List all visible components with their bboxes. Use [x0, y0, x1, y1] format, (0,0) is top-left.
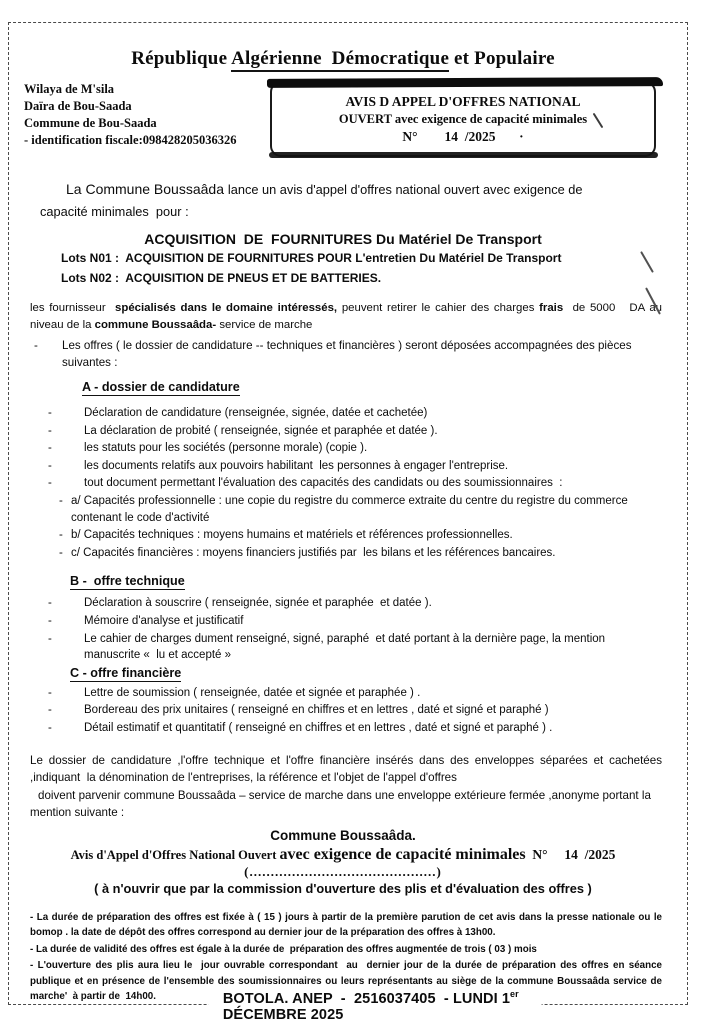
retrait-part-bold: commune Boussaâda- [94, 319, 217, 331]
list-item [45, 613, 662, 630]
footer-ordinal-sup: er [510, 989, 519, 999]
footer-pre: BOTOLA. ANEP - 2516037405 - LUNDI 1 [222, 990, 511, 1007]
bullet-dash: - [59, 529, 63, 542]
list-item [45, 458, 662, 475]
list-item [45, 595, 662, 612]
list-subitem [59, 493, 662, 526]
retrait-part: peuvent retirer le cahier des charges [337, 302, 540, 314]
retrait-part-bold: spécialisés dans le domaine intéressés, [115, 302, 338, 314]
section-a-heading [82, 380, 662, 394]
issuer-commune: Commune de Bou-Saada [24, 116, 157, 130]
bullet-dash: - [48, 459, 52, 472]
section-a-item-5: tout document permettant l'évaluation des capacités des candidats ou des soumissionnaires : [84, 477, 563, 490]
retrait-part: les fournisseur [30, 302, 116, 314]
section-a-item-4: les documents relatifs aux pouvoirs habilitant les personnes à engager l'entreprise. [84, 459, 509, 472]
section-a-item-2: La déclaration de probité ( renseignée, signée et paraphée et datée ). [84, 424, 438, 437]
mention-avis-small: Avis d'Appel d'Offres National Ouvert [70, 847, 280, 862]
intro-lead: La Commune Boussaâda [66, 181, 228, 197]
list-item [45, 631, 662, 664]
retrait-paragraph [30, 300, 666, 334]
issuer-block [24, 81, 252, 149]
notice-box-line1: AVIS D APPEL D'OFFRES NATIONAL [345, 94, 581, 109]
envelope-paragraph-2: doivent parvenir commune Boussaâda – service de marche dans une enveloppe extérieure fermée ,anonyme portant la mention suivante : [30, 788, 655, 819]
list-item [45, 702, 662, 719]
list-item [45, 685, 662, 702]
header-row [24, 81, 662, 157]
mention-avis-line [24, 846, 662, 864]
retrait-part: de 5000 DA au niveau de la [30, 302, 666, 331]
intro-rest: lance un avis d'appel d'offres national ouvert avec exigence de capacité minimales pour : [40, 182, 587, 219]
capacites-financieres: c/ Capacités financières : moyens financiers justifiés par les bilans et les références bancaires. [71, 546, 556, 559]
capacites-techniques: b/ Capacités techniques : moyens humains et matériels et références professionnelles. [71, 529, 513, 542]
issuer-daira: Daïra de Bou-Saada [24, 99, 132, 113]
section-c-heading-text: C - offre financière [70, 665, 182, 680]
republic-title-post: et Populaire [449, 48, 555, 69]
bullet-dash: - [48, 686, 52, 699]
section-c-item-1: Lettre de soumission ( renseignée, datée et signée et paraphée ) . [84, 686, 421, 699]
republic-title-pre: République [131, 48, 232, 69]
lot-2: Lots N02 : ACQUISITION DE PNEUS ET DE BATTERIES. [61, 271, 382, 285]
envelope-mention-block [24, 828, 662, 896]
bullet-dash: - [48, 632, 52, 645]
bullet-dash: - [59, 546, 63, 559]
section-a-heading-text: A - dossier de candidature [82, 380, 240, 394]
notice-box-number: N° 14 /2025 · [402, 129, 524, 144]
bullet-dash: - [48, 407, 52, 419]
capacites-professionnelles: a/ Capacités professionnelle : une copie du registre du commerce extraite du centre du registre du commerce contenant le code d'activité [71, 494, 631, 524]
list-item [45, 475, 662, 492]
bullet-dash: - [48, 424, 52, 437]
note-preparation-duration: - La durée de préparation des offres est fixée à ( 15 ) jours à partir de la première parution de cet avis dans la presse nationale ou le bomop . la date de dépôt des offres correspond au dernier jour de la préparation des offres à 13h00. [30, 911, 665, 939]
mention-avis-big: avec exigence de capacité minimales [279, 845, 526, 863]
mention-commune: Commune Boussaâda. [270, 827, 416, 843]
bullet-dash: - [59, 494, 63, 507]
section-b-heading [70, 574, 662, 588]
republic-title-underlined: Algérienne Démocratique [231, 48, 449, 72]
section-c-item-2: Bordereau des prix unitaires ( renseigné en chiffres et en lettres , daté et signé et paraphé ) [84, 704, 549, 717]
envelope-instructions [30, 752, 666, 822]
bullet-dash: - [48, 442, 52, 455]
offers-intro-item [34, 337, 662, 371]
list-item [45, 405, 662, 422]
retrait-part: service de marche [216, 319, 313, 331]
section-b-heading-text: B - offre technique [70, 574, 185, 589]
footer-post: DÉCEMBRE 2025 [222, 990, 523, 1023]
list-item [45, 440, 662, 457]
section-c-heading [70, 666, 662, 680]
mention-commission-line: ( à n'ouvrir que par la commission d'ouverture des plis et d'évaluation des offres ) [94, 880, 592, 896]
issuer-wilaya: Wilaya de M'sila [24, 82, 115, 96]
mention-avis-number: N° 14 /2025 [525, 846, 616, 862]
list-subitem [59, 527, 662, 544]
anep-footer-banner [209, 989, 542, 1023]
section-a-item-3: les statuts pour les sociétés (personne morale) (copie ). [84, 442, 368, 455]
section-b-item-1: Déclaration à souscrire ( renseignée, signée et paraphée et datée ). [84, 597, 432, 610]
list-item [45, 720, 662, 737]
republic-title [24, 48, 662, 70]
section-c-item-3: Détail estimatif et quantitatif ( renseigné en chiffres et en lettres , daté et signé et paraphé ) . [84, 721, 553, 734]
issuer-fiscal-id: - identification fiscale:098428205036326 [24, 133, 237, 147]
notice-box-line2: OUVERT avec exigence de capacité minimales [338, 112, 588, 126]
section-a-item-1: Déclaration de candidature (renseignée, signée, datée et cachetée) [84, 407, 428, 419]
bullet-dash: - [48, 477, 52, 490]
bullet-dash: - [48, 614, 52, 627]
intro-paragraph [24, 178, 626, 223]
bullet-dash: - [48, 597, 52, 610]
bullet-dash: - [48, 704, 52, 717]
tender-object-title: ACQUISITION DE FOURNITURES Du Matériel De Transport [144, 231, 542, 247]
section-b-item-2: Mémoire d'analyse et justificatif [84, 614, 244, 627]
offers-intro-text: Les offres ( le dossier de candidature -- techniques et financières ) seront déposées accompagnées des pièces suivantes : [62, 339, 635, 369]
bullet-dash: - [48, 721, 52, 734]
document-content [8, 22, 688, 1005]
lot-1: Lots N01 : ACQUISITION DE FOURNITURES POUR L'entretien Du Matériel De Transport [61, 251, 562, 265]
list-subitem [59, 545, 662, 562]
note-opening-session: - L'ouverture des plis aura lieu le jour ouvrable correspondant au dernier jour de la durée de préparation des offres en séance publique et en présence de l'ensemble des soumissionnaires ou leurs représentants au siège de la commune Boussaâda service de marche' à partir de 14h00. [30, 960, 665, 1003]
list-item [45, 423, 662, 440]
mention-dotted-line: (............................................) [244, 863, 442, 879]
bullet-dash: - [34, 339, 38, 352]
envelope-paragraph-1: Le dossier de candidature ,l'offre technique et l'offre financière insérés dans des enveloppes séparées et cachetées ,indiquant la dénomination de l'entreprises, la référence et l'objet de l'appel d'offres [30, 753, 666, 784]
retrait-part-bold: frais [539, 302, 564, 314]
note-validity-duration: - La durée de validité des offres est égale à la durée de préparation des offres augmentée de trois ( 03 ) mois [30, 943, 537, 955]
section-b-item-3: Le cahier de charges dument renseigné, signé, paraphé et daté portant à la dernière page, la mention manuscrite « lu et accepté » [84, 632, 609, 662]
